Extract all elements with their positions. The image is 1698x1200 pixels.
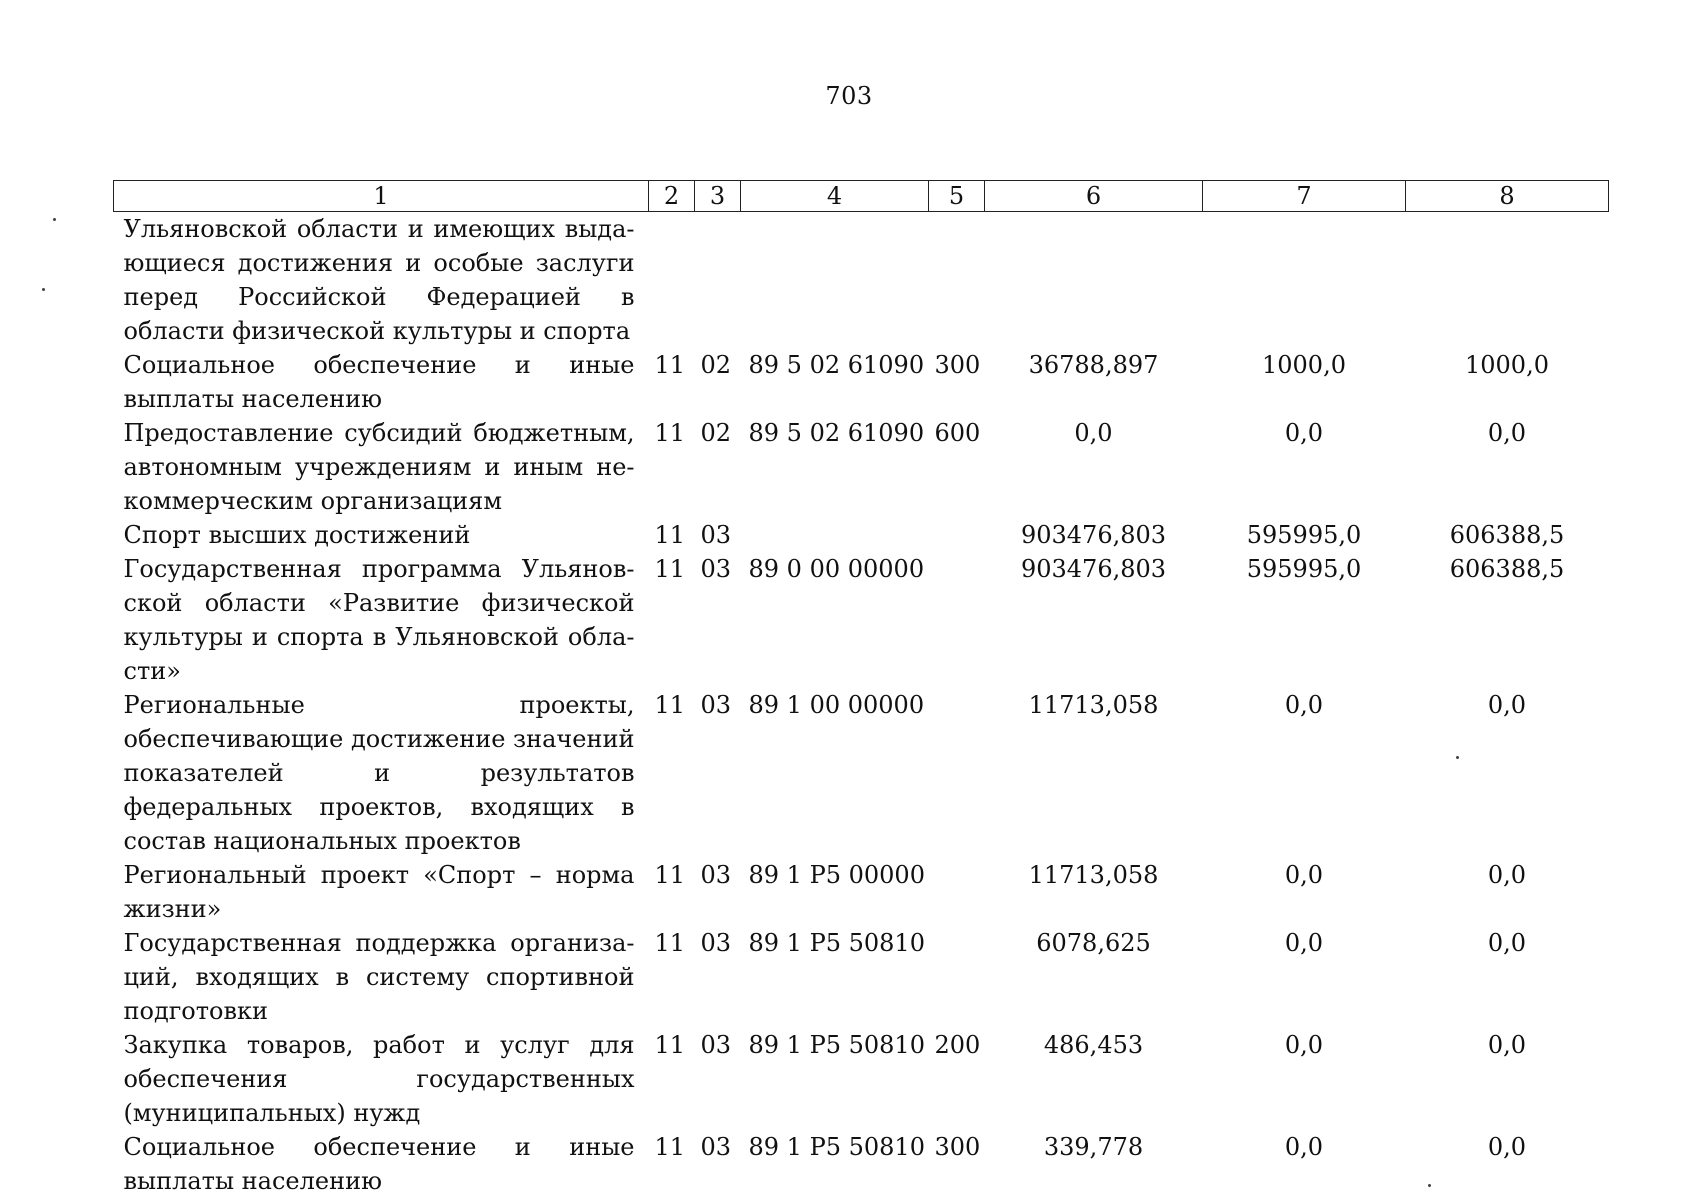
row-name: Региональный проект «Спорт – норма жизни» bbox=[123, 861, 635, 923]
row-value-6: 486,453 bbox=[1043, 1031, 1144, 1059]
row-name: Государственная поддержка организаций, входящих в систему спортивной подготовки bbox=[123, 929, 635, 1025]
row-value-8: 0,0 bbox=[1487, 419, 1527, 447]
row-value-6: 903476,803 bbox=[1020, 521, 1167, 549]
row-value-8: 0,0 bbox=[1487, 929, 1527, 957]
row-value-8: 1000,0 bbox=[1465, 351, 1549, 379]
table-row bbox=[114, 1130, 1609, 1198]
header-col-7: 7 bbox=[1203, 181, 1406, 212]
row-target-code: 89 1 P5 50810 bbox=[748, 929, 925, 957]
row-value-8: 0,0 bbox=[1487, 861, 1527, 889]
row-target-code: 89 1 00 00000 bbox=[748, 691, 925, 719]
row-target-code: 89 0 00 00000 bbox=[748, 555, 925, 583]
row-section: 11 bbox=[654, 929, 686, 957]
row-section: 11 bbox=[654, 555, 686, 583]
row-target-code: 89 5 02 61090 bbox=[748, 351, 925, 379]
row-name: Социальное обеспечение и иные выплаты населению bbox=[123, 1133, 635, 1195]
row-target-code: 89 1 P5 50810 bbox=[748, 1133, 925, 1161]
row-expense-type: 600 bbox=[934, 419, 981, 447]
row-section: 11 bbox=[654, 351, 686, 379]
row-subsection: 03 bbox=[700, 521, 732, 549]
row-expense-type: 300 bbox=[934, 1133, 981, 1161]
row-target-code bbox=[741, 518, 929, 552]
row-value-6: 339,778 bbox=[1043, 1133, 1144, 1161]
row-section: 11 bbox=[654, 861, 686, 889]
scan-speck bbox=[42, 288, 45, 291]
table-row bbox=[114, 688, 1609, 858]
row-expense-type bbox=[929, 518, 985, 552]
row-subsection bbox=[695, 212, 741, 349]
row-subsection: 03 bbox=[700, 555, 732, 583]
header-col-4: 4 bbox=[741, 181, 929, 212]
row-expense-type bbox=[929, 926, 985, 1028]
table-row bbox=[114, 416, 1609, 518]
row-subsection: 02 bbox=[700, 419, 732, 447]
header-col-6: 6 bbox=[985, 181, 1203, 212]
row-name: Государственная программа Ульяновской области «Развитие физической культуры и спорта в Ульяновской области» bbox=[123, 555, 635, 685]
row-target-code bbox=[741, 212, 929, 349]
row-expense-type: 200 bbox=[934, 1031, 981, 1059]
row-expense-type: 300 bbox=[934, 351, 981, 379]
row-value-6: 11713,058 bbox=[1028, 861, 1159, 889]
table-body bbox=[114, 212, 1609, 1199]
row-value-7: 0,0 bbox=[1284, 1031, 1324, 1059]
row-value-8: 0,0 bbox=[1487, 691, 1527, 719]
row-target-code: 89 1 P5 50810 bbox=[748, 1031, 925, 1059]
table-row bbox=[114, 926, 1609, 1028]
row-expense-type bbox=[929, 858, 985, 926]
page-number: 703 bbox=[825, 82, 873, 110]
header-col-1: 1 bbox=[114, 181, 649, 212]
row-expense-type bbox=[929, 552, 985, 688]
row-value-7: 0,0 bbox=[1284, 419, 1324, 447]
row-subsection: 03 bbox=[700, 691, 732, 719]
table-header bbox=[114, 181, 1609, 212]
row-value-8 bbox=[1406, 212, 1609, 349]
row-value-6: 36788,897 bbox=[1028, 351, 1159, 379]
row-value-6: 903476,803 bbox=[1020, 555, 1167, 583]
row-value-7: 1000,0 bbox=[1262, 351, 1346, 379]
row-value-8: 0,0 bbox=[1487, 1133, 1527, 1161]
table-row bbox=[114, 858, 1609, 926]
row-name: Предоставление субсидий бюджетным, автономным учреждениям и иным некоммерческим организациям bbox=[123, 419, 635, 515]
row-section: 11 bbox=[654, 1031, 686, 1059]
row-value-7: 0,0 bbox=[1284, 929, 1324, 957]
row-value-7: 0,0 bbox=[1284, 691, 1324, 719]
row-name: Закупка товаров, работ и услуг для обеспечения государственных (муниципальных) нужд bbox=[123, 1031, 635, 1127]
row-value-6: 11713,058 bbox=[1028, 691, 1159, 719]
row-subsection: 02 bbox=[700, 351, 732, 379]
budget-table bbox=[113, 180, 1609, 1198]
table-row bbox=[114, 518, 1609, 552]
row-name: Региональные проекты, обеспечивающие достижение значений показателей и результатов федеральных проектов, входящих в состав национальных проектов bbox=[123, 691, 635, 855]
row-value-8: 0,0 bbox=[1487, 1031, 1527, 1059]
row-expense-type bbox=[929, 688, 985, 858]
row-value-7: 0,0 bbox=[1284, 1133, 1324, 1161]
row-value-6: 0,0 bbox=[1074, 419, 1113, 447]
scan-speck bbox=[1428, 1184, 1431, 1187]
row-section: 11 bbox=[654, 1133, 686, 1161]
row-value-8: 606388,5 bbox=[1449, 555, 1565, 583]
row-subsection: 03 bbox=[700, 861, 732, 889]
table-row bbox=[114, 1028, 1609, 1130]
scan-speck bbox=[53, 218, 56, 221]
header-col-2: 2 bbox=[649, 181, 695, 212]
scan-speck bbox=[1456, 756, 1459, 759]
header-row bbox=[114, 181, 1609, 212]
row-value-7: 595995,0 bbox=[1246, 521, 1362, 549]
row-section: 11 bbox=[654, 419, 686, 447]
table-row bbox=[114, 552, 1609, 688]
row-section: 11 bbox=[654, 691, 686, 719]
row-value-7 bbox=[1203, 212, 1406, 349]
row-value-7: 595995,0 bbox=[1246, 555, 1362, 583]
table-row bbox=[114, 212, 1609, 349]
row-value-8: 606388,5 bbox=[1449, 521, 1565, 549]
row-name: Спорт высших достижений bbox=[123, 521, 471, 549]
row-subsection: 03 bbox=[700, 929, 732, 957]
row-value-6 bbox=[985, 212, 1203, 349]
row-value-7: 0,0 bbox=[1284, 861, 1324, 889]
table-row bbox=[114, 348, 1609, 416]
row-value-6: 6078,625 bbox=[1036, 929, 1151, 957]
row-subsection: 03 bbox=[700, 1031, 732, 1059]
header-col-5: 5 bbox=[929, 181, 985, 212]
row-target-code: 89 1 P5 00000 bbox=[748, 861, 925, 889]
header-col-8: 8 bbox=[1406, 181, 1609, 212]
row-target-code: 89 5 02 61090 bbox=[748, 419, 925, 447]
row-subsection: 03 bbox=[700, 1133, 732, 1161]
row-expense-type bbox=[929, 212, 985, 349]
row-name: Ульяновской области и имеющих выдающиеся достижения и особые заслуги перед Российской Федерацией в области физической культуры и спорта bbox=[123, 215, 635, 345]
row-name: Социальное обеспечение и иные выплаты населению bbox=[123, 351, 635, 413]
row-section bbox=[649, 212, 695, 349]
row-section: 11 bbox=[654, 521, 686, 549]
header-col-3: 3 bbox=[695, 181, 741, 212]
